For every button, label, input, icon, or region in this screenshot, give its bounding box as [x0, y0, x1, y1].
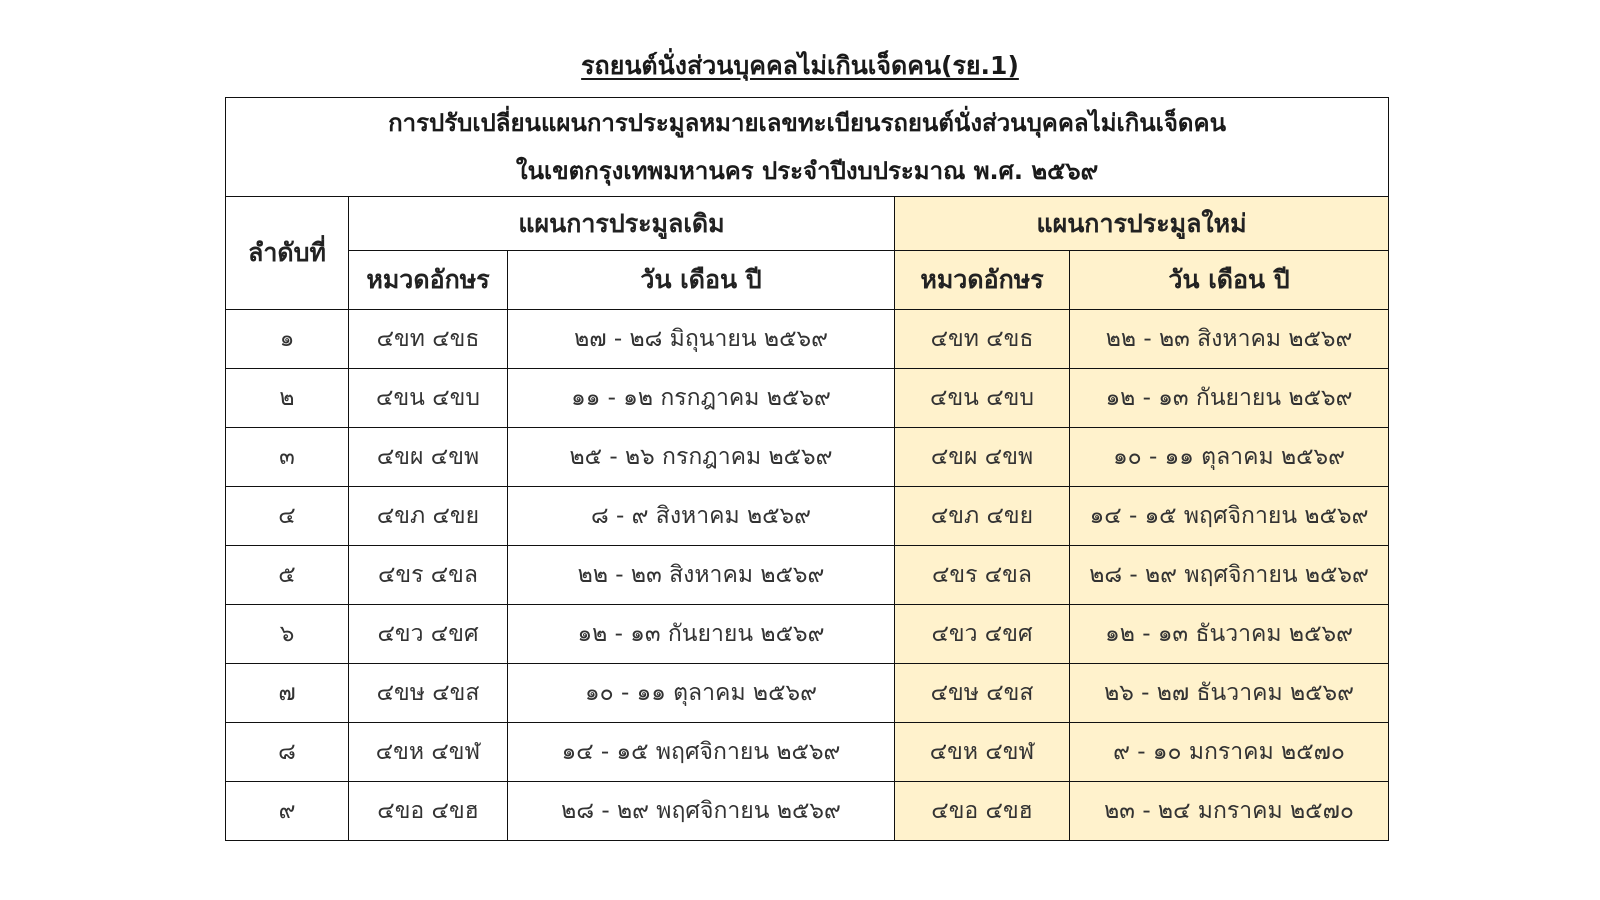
cell-new-letters: ๔ขร ๔ขล [895, 546, 1070, 605]
cell-new-date: ๑๔ - ๑๕ พฤศจิกายน ๒๕๖๙ [1070, 487, 1389, 546]
cell-old-letters: ๔ขห ๔ขฬ [349, 723, 508, 782]
cell-old-date: ๑๔ - ๑๕ พฤศจิกายน ๒๕๖๙ [508, 723, 895, 782]
cell-order: ๑ [226, 310, 349, 369]
cell-old-letters: ๔ขว ๔ขศ [349, 605, 508, 664]
cell-old-date: ๘ - ๙ สิงหาคม ๒๕๖๙ [508, 487, 895, 546]
table-row [226, 723, 1389, 782]
cell-old-date: ๑๑ - ๑๒ กรกฎาคม ๒๕๖๙ [508, 369, 895, 428]
cell-old-date: ๑๐ - ๑๑ ตุลาคม ๒๕๖๙ [508, 664, 895, 723]
table-body [226, 310, 1389, 841]
cell-order: ๓ [226, 428, 349, 487]
cell-old-date: ๒๒ - ๒๓ สิงหาคม ๒๕๖๙ [508, 546, 895, 605]
cell-new-date: ๒๖ - ๒๗ ธันวาคม ๒๕๖๙ [1070, 664, 1389, 723]
cell-new-date: ๑๒ - ๑๓ กันยายน ๒๕๖๙ [1070, 369, 1389, 428]
cell-new-date: ๒๓ - ๒๔ มกราคม ๒๕๗๐ [1070, 782, 1389, 841]
cell-old-date: ๒๗ - ๒๘ มิถุนายน ๒๕๖๙ [508, 310, 895, 369]
cell-new-date: ๑๐ - ๑๑ ตุลาคม ๒๕๖๙ [1070, 428, 1389, 487]
column-header-new-date: วัน เดือน ปี [1070, 251, 1389, 310]
column-header-old-date: วัน เดือน ปี [508, 251, 895, 310]
cell-new-letters: ๔ขภ ๔ขย [895, 487, 1070, 546]
group-header-old-plan: แผนการประมูลเดิม [349, 197, 895, 251]
cell-new-date: ๒๒ - ๒๓ สิงหาคม ๒๕๖๙ [1070, 310, 1389, 369]
cell-new-letters: ๔ขผ ๔ขพ [895, 428, 1070, 487]
cell-order: ๕ [226, 546, 349, 605]
cell-old-date: ๑๒ - ๑๓ กันยายน ๒๕๖๙ [508, 605, 895, 664]
cell-new-letters: ๔ขห ๔ขฬ [895, 723, 1070, 782]
cell-new-letters: ๔ขอ ๔ขฮ [895, 782, 1070, 841]
document-title: รถยนต์นั่งส่วนบุคคลไม่เกินเจ็ดคน(รย.1) [581, 51, 1019, 80]
cell-new-date: ๙ - ๑๐ มกราคม ๒๕๗๐ [1070, 723, 1389, 782]
cell-old-letters: ๔ขน ๔ขบ [349, 369, 508, 428]
cell-old-date: ๒๘ - ๒๙ พฤศจิกายน ๒๕๖๙ [508, 782, 895, 841]
table-heading-line-2: ในเขตกรุงเทพมหานคร ประจำปีงบประมาณ พ.ศ. ๒๕๖๙ [515, 157, 1099, 185]
cell-new-letters: ๔ขษ ๔ขส [895, 664, 1070, 723]
column-header-order: ลำดับที่ [226, 197, 349, 310]
cell-order: ๔ [226, 487, 349, 546]
cell-new-date: ๒๘ - ๒๙ พฤศจิกายน ๒๕๖๙ [1070, 546, 1389, 605]
cell-old-letters: ๔ขษ ๔ขส [349, 664, 508, 723]
cell-order: ๗ [226, 664, 349, 723]
group-header-new-plan: แผนการประมูลใหม่ [895, 197, 1389, 251]
table-row [226, 605, 1389, 664]
cell-old-letters: ๔ขภ ๔ขย [349, 487, 508, 546]
table-row [226, 428, 1389, 487]
cell-old-date: ๒๕ - ๒๖ กรกฎาคม ๒๕๖๙ [508, 428, 895, 487]
cell-new-letters: ๔ขว ๔ขศ [895, 605, 1070, 664]
cell-order: ๘ [226, 723, 349, 782]
cell-old-letters: ๔ขร ๔ขล [349, 546, 508, 605]
cell-order: ๙ [226, 782, 349, 841]
cell-old-letters: ๔ขอ ๔ขฮ [349, 782, 508, 841]
column-header-new-letters: หมวดอักษร [895, 251, 1070, 310]
auction-plan-table [225, 97, 1389, 841]
table-row [226, 664, 1389, 723]
table-row [226, 782, 1389, 841]
cell-order: ๖ [226, 605, 349, 664]
cell-new-letters: ๔ขน ๔ขบ [895, 369, 1070, 428]
table-row [226, 487, 1389, 546]
cell-old-letters: ๔ขท ๔ขธ [349, 310, 508, 369]
table-heading-line-1: การปรับเปลี่ยนแผนการประมูลหมายเลขทะเบียนรถยนต์นั่งส่วนบุคคลไม่เกินเจ็ดคน [388, 109, 1226, 137]
table-row [226, 369, 1389, 428]
table-row [226, 546, 1389, 605]
cell-new-date: ๑๒ - ๑๓ ธันวาคม ๒๕๖๙ [1070, 605, 1389, 664]
table-row [226, 310, 1389, 369]
table-heading [226, 98, 1389, 197]
cell-new-letters: ๔ขท ๔ขธ [895, 310, 1070, 369]
column-header-old-letters: หมวดอักษร [349, 251, 508, 310]
cell-order: ๒ [226, 369, 349, 428]
cell-old-letters: ๔ขผ ๔ขพ [349, 428, 508, 487]
